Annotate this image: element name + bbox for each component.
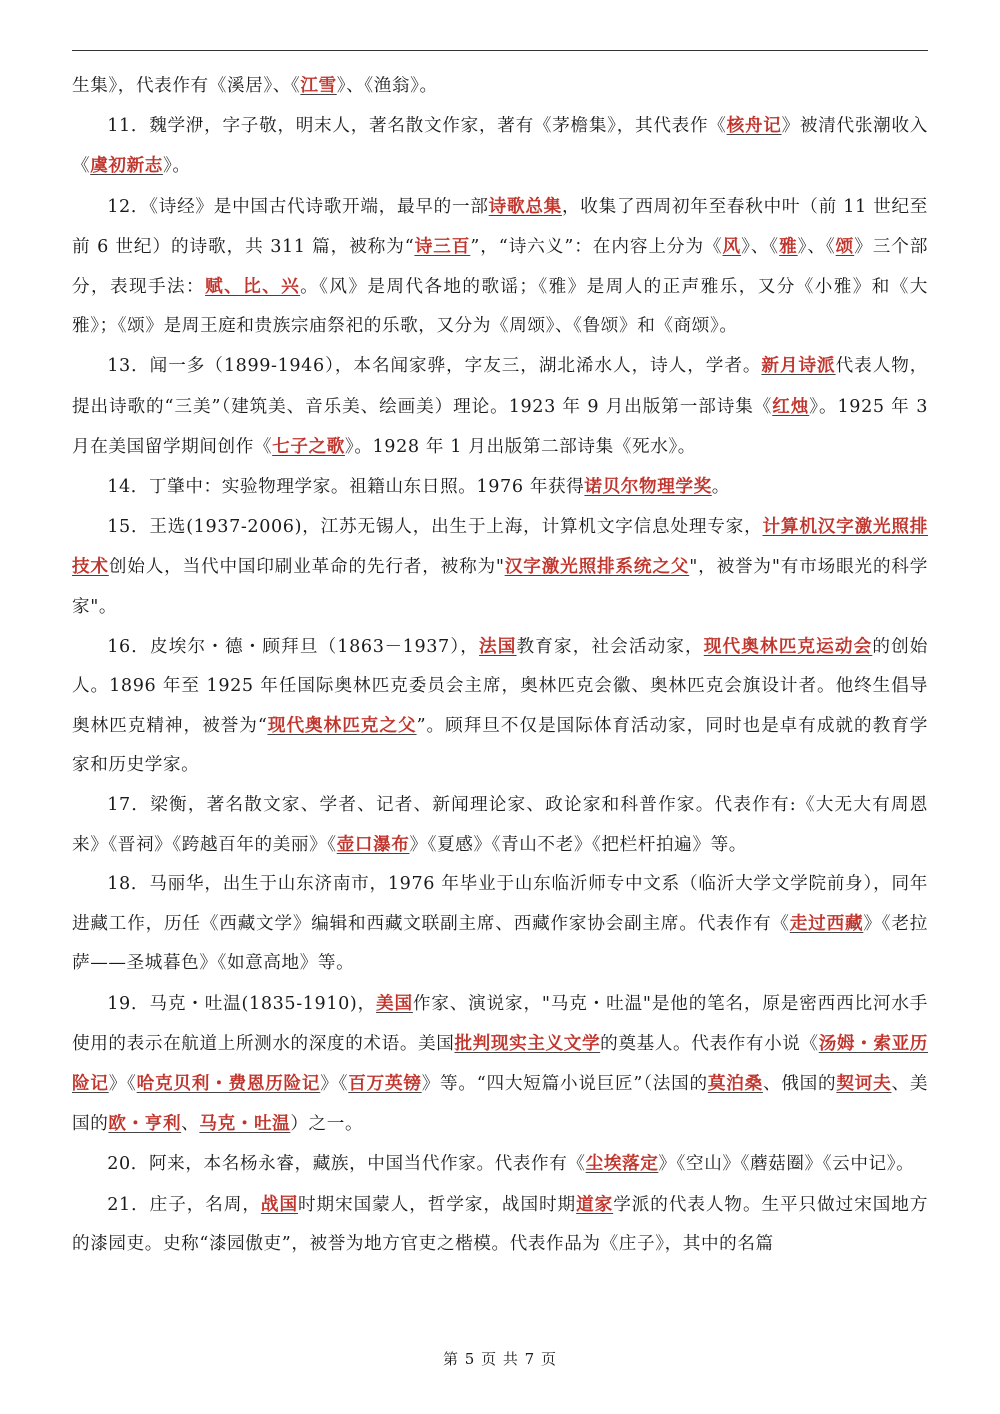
- text-run: 11．魏学洢，字子敬，明末人，著名散文作家，著有《茅檐集》，其代表作《: [107, 116, 727, 137]
- keyword-highlight: 批判现实主义文学: [454, 1032, 601, 1054]
- paragraph: [72, 1185, 928, 1264]
- keyword-highlight: 汤姆・索亚历险记: [72, 1032, 928, 1095]
- paragraph: [72, 346, 928, 467]
- text-run: 12．《诗经》是中国古代诗歌开端，最早的一部: [107, 196, 489, 217]
- keyword-highlight: 核舟记: [726, 115, 782, 137]
- keyword-highlight: 哈克贝利・费恩历险记: [136, 1073, 321, 1095]
- keyword-highlight: 马克・吐温: [199, 1113, 291, 1135]
- text-run: 》。1925 年 3 月在美国留学期间创作《: [72, 396, 928, 457]
- keyword-highlight: 新月诗派: [761, 355, 836, 377]
- text-run: "，被誉为"有市场眼光的科学家"。: [72, 557, 929, 617]
- text-run: 作家、演说家，"马克・吐温"是他的笔名，原是密西西比河水手使用的表示在航道上所测水的深度的术语。美国: [72, 993, 928, 1054]
- keyword-highlight: 走过西藏: [789, 913, 864, 935]
- paragraph: [72, 627, 928, 786]
- header-rule: [72, 50, 928, 51]
- keyword-highlight: 颂: [835, 235, 855, 257]
- keyword-highlight: 赋、比、兴: [205, 276, 301, 298]
- keyword-highlight: 尘埃落定: [585, 1153, 659, 1175]
- text-run: 》、《: [797, 236, 836, 257]
- text-run: 》。: [162, 156, 191, 177]
- text-run: 、美国的: [72, 1074, 929, 1135]
- footer-page-number: 5: [464, 1350, 476, 1368]
- keyword-highlight: 诗三百: [414, 235, 471, 257]
- text-run: 16．皮埃尔・德・顾拜旦（1863－1937），: [107, 636, 480, 657]
- keyword-highlight: 诗歌总集: [488, 195, 562, 217]
- keyword-highlight: 法国: [479, 635, 517, 657]
- text-run: ”，“诗六义”：在内容上分为《: [470, 236, 723, 257]
- text-run: 14．丁肇中：实验物理学家。祖籍山东日照。1976 年获得: [107, 477, 585, 498]
- keyword-highlight: 红烛: [772, 395, 810, 417]
- text-run: ”。顾拜旦不仅是国际体育活动家，同时也是卓有成就的教育学家和历史学家。: [72, 716, 928, 776]
- text-run: 》、《渔翁》。: [336, 76, 438, 96]
- text-run: 创始人，当代中国印刷业革命的先行者，被称为": [108, 557, 505, 578]
- footer-suffix: 页: [541, 1350, 558, 1368]
- text-run: 时期宋国蒙人，哲学家，战国时期: [298, 1194, 577, 1215]
- text-run: 》、《: [741, 236, 780, 257]
- page-footer: [0, 1348, 1000, 1369]
- text-run: 13．闻一多（1899-1946），本名闻家骅，字友三，湖北浠水人，诗人，学者。: [107, 356, 762, 377]
- text-run: 。: [711, 477, 730, 498]
- keyword-highlight: 美国: [376, 992, 413, 1014]
- paragraph: [72, 467, 928, 507]
- text-run: 》。1928 年 1 月出版第二部诗集《死水》。: [344, 436, 696, 457]
- text-run: 》《空山》《蘑菇圈》《云中记》。: [658, 1154, 915, 1175]
- keyword-highlight: 百万英镑: [348, 1073, 422, 1095]
- text-run: 代表人物，提出诗歌的“三美”（建筑美、音乐美、绘画美）理论。1923 年 9 月出版第一部诗集《: [72, 356, 928, 417]
- paragraph: [72, 66, 928, 106]
- paragraph: [72, 984, 928, 1145]
- text-run: 》《夏感》《青山不老》《把栏杆拍遍》等。: [409, 834, 747, 855]
- text-run: 17．梁衡，著名散文家、学者、记者、新闻理论家、政论家和科普作家。代表作有:《大无大有周恩来》《晋祠》《跨越百年的美丽》《: [72, 794, 928, 855]
- text-run: ）之一。: [290, 1114, 364, 1135]
- text-run: 》《: [320, 1074, 349, 1095]
- keyword-highlight: 风: [722, 235, 742, 257]
- keyword-highlight: 诺贝尔物理学奖: [584, 476, 712, 498]
- text-run: 学派的代表人物。生平只做过宋国地方的漆园吏。史称“漆园傲吏”，被誉为地方官吏之楷模。代表作品为《庄子》，其中的名篇: [72, 1194, 929, 1254]
- paragraph: [72, 507, 928, 627]
- paragraph: [72, 865, 928, 984]
- text-run: ，收集了西周初年至春秋中叶（前 11 世纪至前 6 世纪）的诗歌，共 311 篇，被称为“: [72, 196, 928, 257]
- keyword-highlight: 莫泊桑: [707, 1073, 763, 1095]
- keyword-highlight: 雅: [779, 235, 798, 257]
- keyword-highlight: 现代奥林匹克运动会: [703, 635, 873, 657]
- text-run: 、俄国的: [762, 1074, 837, 1095]
- keyword-highlight: 虞初新志: [90, 155, 163, 177]
- text-run: 》《: [108, 1074, 137, 1095]
- body-text: [72, 66, 928, 1264]
- paragraph: [72, 187, 928, 347]
- footer-prefix: 第: [442, 1350, 459, 1368]
- keyword-highlight: 现代奥林匹克之父: [267, 715, 417, 737]
- text-run: 》三个部分，表现手法：: [72, 236, 929, 298]
- paragraph: [72, 1144, 928, 1184]
- keyword-highlight: 欧・亨利: [108, 1113, 182, 1135]
- keyword-highlight: 七子之歌: [272, 435, 345, 457]
- keyword-highlight: 道家: [576, 1193, 614, 1215]
- keyword-highlight: 契诃夫: [836, 1073, 892, 1095]
- paragraph: [72, 786, 928, 865]
- text-run: 18．马丽华，出生于山东济南市，1976 年毕业于山东临沂师专中文系（临沂大学文学院前身），同年进藏工作，历任《西藏文学》编辑和西藏文联副主席、西藏作家协会副主席。代表作有《: [72, 874, 928, 935]
- text-run: 21．庄子，名周，: [107, 1194, 261, 1215]
- keyword-highlight: 汉字激光照排系统之父: [504, 556, 690, 578]
- keyword-highlight: 战国: [260, 1193, 298, 1215]
- footer-total-pages: 7: [524, 1350, 536, 1368]
- text-run: 的奠基人。代表作有小说《: [600, 1033, 819, 1054]
- text-run: 》等。“四大短篇小说巨匠”（法国的: [421, 1074, 708, 1095]
- text-run: 15．王选(1937-2006)，江苏无锡人，出生于上海，计算机文字信息处理专家，: [107, 517, 763, 538]
- text-run: 19．马克・吐温(1835-1910)，: [107, 993, 377, 1014]
- footer-middle: 页 共: [481, 1350, 519, 1368]
- text-run: 生集》，代表作有《溪居》、《: [72, 76, 301, 96]
- paragraph: [72, 106, 928, 186]
- text-run: 的创始人。1896 年至 1925 年任国际奥林匹克委员会主席，奥林匹克会徽、奥林匹克会旗设计者。他终生倡导奥林匹克精神，被誉为“: [72, 636, 928, 737]
- keyword-highlight: 计算机汉字激光照排技术: [72, 516, 928, 578]
- text-run: 》被清代张潮收入《: [72, 116, 928, 177]
- text-run: 20．阿来，本名杨永睿，藏族，中国当代作家。代表作有《: [107, 1154, 586, 1175]
- text-run: 》《老拉萨——圣城暮色》《如意高地》等。: [72, 914, 928, 974]
- keyword-highlight: 江雪: [300, 75, 337, 96]
- text-run: 。《风》是周代各地的歌谣；《雅》是周人的正声雅乐，又分《小雅》和《大雅》；《颂》是周王庭和贵族宗庙祭祀的乐歌，又分为《周颂》、《鲁颂》和《商颂》。: [72, 277, 928, 337]
- keyword-highlight: 壶口瀑布: [336, 833, 410, 855]
- text-run: 、: [181, 1114, 200, 1135]
- text-run: 教育家，社会活动家，: [516, 636, 704, 657]
